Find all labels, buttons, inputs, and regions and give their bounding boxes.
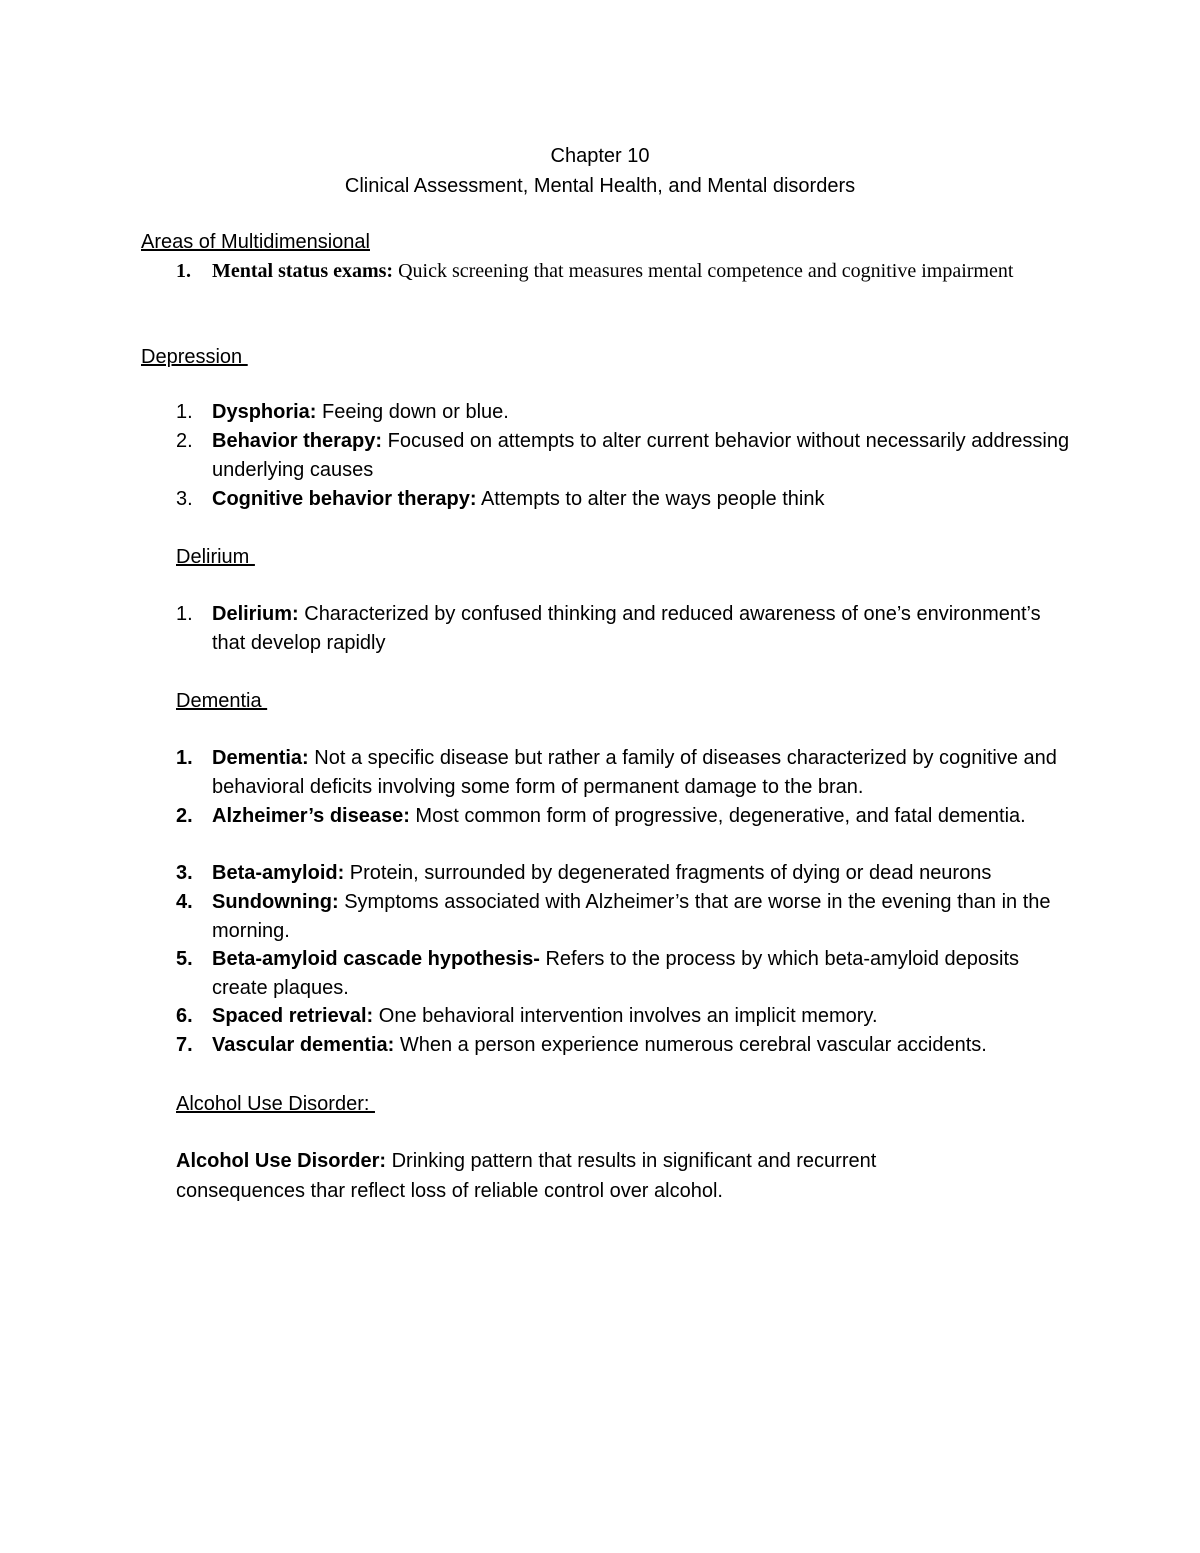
definition: When a person experience numerous cerebral vascular accidents. xyxy=(394,1034,987,1056)
list-number: 6. xyxy=(176,1005,193,1027)
list-item xyxy=(176,744,1076,802)
definition: Feeing down or blue. xyxy=(316,401,509,423)
definition: Most common form of progressive, degenerative, and fatal dementia. xyxy=(409,805,1026,827)
list-number: 1. xyxy=(176,260,191,282)
section-heading-alcohol: Alcohol Use Disorder: xyxy=(176,1093,375,1115)
list-number: 3. xyxy=(176,488,193,510)
term: Beta-amyloid: xyxy=(212,862,345,884)
alcohol-definition-paragraph xyxy=(176,1146,996,1206)
definition: Refers to the process by which beta-amyloid deposits create plaques. xyxy=(212,948,1020,999)
definition: Drinking pattern that results in significant and recurrent consequences thar reflect loss of reliable control over alcohol. xyxy=(176,1150,877,1202)
definition: Protein, surrounded by degenerated fragments of dying or dead neurons xyxy=(344,862,992,884)
list-item xyxy=(176,258,1056,285)
chapter-title: Clinical Assessment, Mental Health, and Mental disorders xyxy=(344,175,856,197)
definition: One behavioral intervention involves an implicit memory. xyxy=(373,1005,878,1027)
list-number: 1. xyxy=(176,603,193,625)
section-heading-delirium: Delirium xyxy=(176,546,255,568)
definition: Symptoms associated with Alzheimer’s that are worse in the evening than in the morning. xyxy=(212,891,1051,942)
term: Mental status exams: xyxy=(212,260,394,282)
list-item xyxy=(176,1031,1076,1060)
list-item xyxy=(176,398,1076,427)
list-item xyxy=(176,600,1076,658)
term: Dysphoria: xyxy=(212,401,317,423)
list-item xyxy=(176,427,1076,485)
section-heading-areas: Areas of Multidimensional xyxy=(141,231,370,253)
definition: Focused on attempts to alter current behavior without necessarily addressing underlying causes xyxy=(212,430,1070,481)
list-item xyxy=(176,945,1076,1003)
list-number: 2. xyxy=(176,430,193,452)
term: Delirium: xyxy=(212,603,299,625)
definition: Attempts to alter the ways people think xyxy=(476,488,825,510)
chapter-number: Chapter 10 xyxy=(550,145,650,167)
list-item xyxy=(176,802,1076,831)
term: Dementia: xyxy=(212,747,309,769)
definition: Characterized by confused thinking and reduced awareness of one’s environment’s that develop rapidly xyxy=(212,603,1041,654)
definition: Not a specific disease but rather a family of diseases characterized by cognitive and behavioral deficits involving some form of permanent damage to the bran. xyxy=(212,747,1057,798)
term: Vascular dementia: xyxy=(212,1034,395,1056)
list-item xyxy=(176,1002,1076,1031)
list-item xyxy=(176,859,1076,888)
term: Alzheimer’s disease: xyxy=(212,805,410,827)
list-number: 1. xyxy=(176,747,193,769)
list-item xyxy=(176,485,1076,514)
term: Cognitive behavior therapy: xyxy=(212,488,477,510)
term: Sundowning: xyxy=(212,891,339,913)
list-number: 3. xyxy=(176,862,193,884)
list-number: 5. xyxy=(176,948,193,970)
term: Alcohol Use Disorder: xyxy=(176,1150,387,1172)
term: Behavior therapy: xyxy=(212,430,383,452)
list-item xyxy=(176,888,1076,946)
list-number: 1. xyxy=(176,401,193,423)
list-number: 4. xyxy=(176,891,193,913)
section-heading-depression: Depression xyxy=(141,346,248,368)
definition: Quick screening that measures mental competence and cognitive impairment xyxy=(393,260,1014,282)
list-number: 2. xyxy=(176,805,193,827)
term: Beta-amyloid cascade hypothesis- xyxy=(212,948,540,970)
term: Spaced retrieval: xyxy=(212,1005,374,1027)
section-heading-dementia: Dementia xyxy=(176,690,268,712)
list-number: 7. xyxy=(176,1034,193,1056)
